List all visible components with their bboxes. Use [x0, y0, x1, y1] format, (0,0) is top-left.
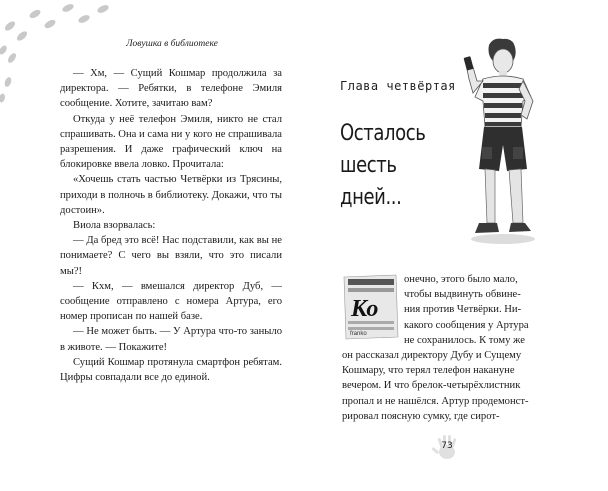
text-line: Кошмару, что терял телефон накануне [342, 365, 515, 377]
page-number: 73 [441, 441, 453, 451]
paragraph: Сущий Кошмар протянула смартфон ребятам. Цифры совпадали все до единой. [60, 356, 282, 384]
paragraph: Виола взорвалась: [73, 220, 156, 232]
text-line: чтобы выдвинуть обвине- [404, 289, 521, 301]
text-line: он рассказал директору Дубу и Сущему [342, 350, 522, 362]
right-page [318, 0, 608, 491]
boy-with-phone-illustration [453, 35, 548, 250]
text-line: онечно, этого было мало, [404, 274, 518, 285]
chapter-title: Осталось шесть дней... [340, 121, 426, 210]
left-page-text [60, 66, 282, 385]
paragraph: — Не может быть. — У Артура что-то заныло в животе. — Покажите! [60, 326, 282, 353]
paragraph: Откуда у неё телефон Эмиля, никто не стал спрашивать. Она и сама ни у кого не спрашивала разрешения. И даже графический ключ на блокировке ввела ловко. Прочитала: [60, 113, 282, 171]
paragraph: — Кхм, — вмешался директор Дуб, — сообщение отправлено с номера Артура, его номер прописан по нашей базе. [60, 280, 282, 323]
text-line: рировал поясную сумку, где сирот- [342, 410, 500, 422]
running-header: Ловушка в библиотеке [126, 39, 218, 49]
paragraph: — Да бред это всё! Нас подставили, как вы не понимаете? С чего вы взяли, что это писали мы?! [60, 235, 282, 277]
clipping-small-text: franko [350, 331, 367, 337]
text-line: вечером. И что брелок-четырёхлистник [342, 380, 521, 392]
clipping-big-letters: Ко [351, 296, 379, 322]
paragraph: «Хочешь стать частью Четвёрки из Трясины, приходи в полночь в библиотеку. Докажи, что ты достоин». [60, 174, 282, 216]
text-line: пропал и не нашёлся. Артур продемонст- [342, 395, 529, 407]
paragraph: — Хм, — Сущий Кошмар продолжила за директора. — Ребятки, в телефоне Эмиля сообщение. Хотите, зачитаю вам? [60, 68, 282, 110]
page-number-badge [432, 432, 462, 462]
chapter-label: Глава четвёртая [340, 79, 456, 93]
right-page-text [342, 272, 561, 424]
text-line: какого сообщения у Артура [404, 319, 529, 331]
text-line: не сохранилось. К тому же [404, 334, 525, 346]
text-line: ния против Четвёрки. Ни- [404, 304, 522, 316]
